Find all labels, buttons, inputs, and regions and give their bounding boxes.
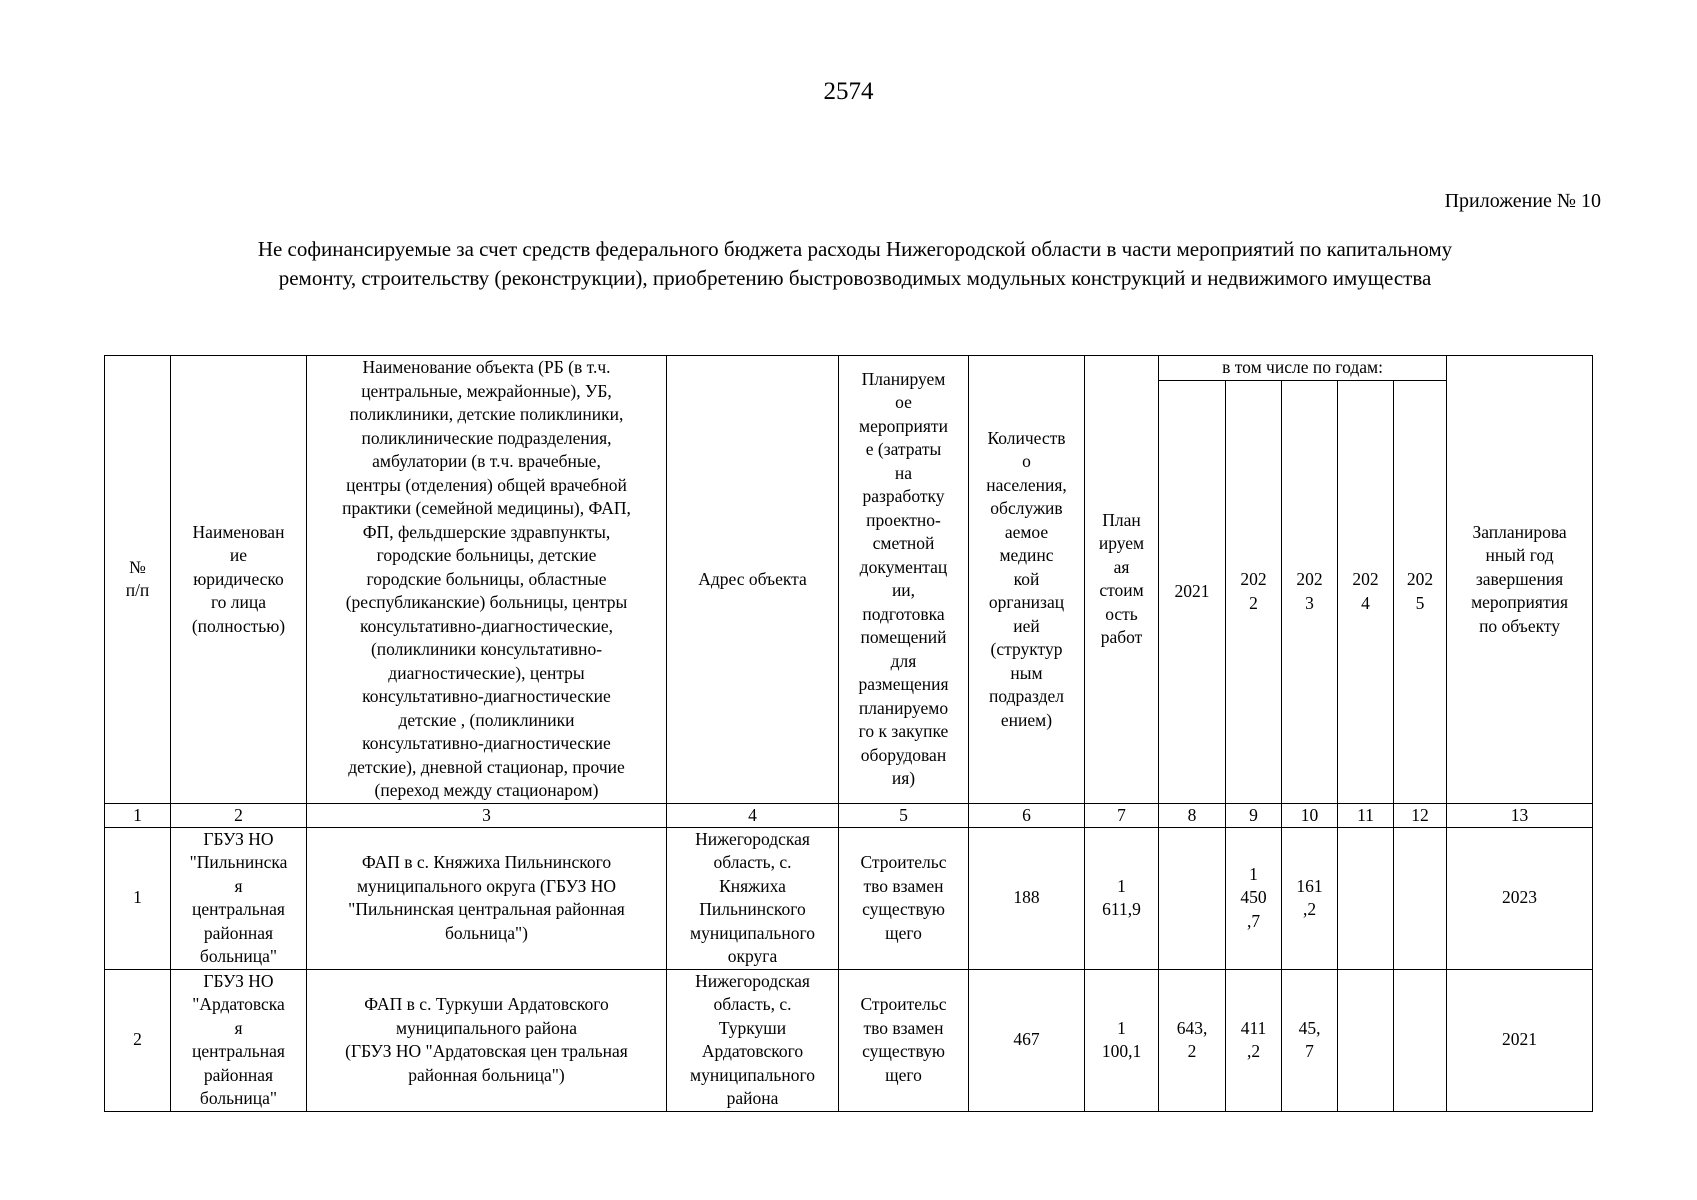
column-number: 3 <box>307 803 667 827</box>
cell-legal-entity: ГБУЗ НО "Ардатовска я центральная районная больница" <box>171 969 307 1111</box>
column-number: 4 <box>667 803 839 827</box>
cell-year-2024 <box>1338 827 1394 969</box>
cell-year-2025 <box>1394 827 1447 969</box>
header-population: Количеств о населения, обслужив аемое мединс кой организац ией (структур ным подраздел ением) <box>969 356 1085 804</box>
cell-year-2024 <box>1338 969 1394 1111</box>
table-row <box>105 969 1593 1111</box>
header-planned-event: Планируем ое мероприяти е (затраты на разработку проектно- сметной документац ии, подготовка помещений для размещения планируемо го к закупке оборудован ия) <box>839 356 969 804</box>
header-years-group: в том числе по годам: <box>1159 356 1447 381</box>
column-number: 10 <box>1282 803 1338 827</box>
cell-year-2022: 1 450 ,7 <box>1226 827 1282 969</box>
expenses-table <box>104 355 1593 1112</box>
column-number: 9 <box>1226 803 1282 827</box>
header-completion-year: Запланирова нный год завершения мероприятия по объекту <box>1447 356 1593 804</box>
header-legal-entity: Наименован ие юридическо го лица (полностью) <box>171 356 307 804</box>
cell-legal-entity: ГБУЗ НО "Пильнинска я центральная районная больница" <box>171 827 307 969</box>
header-num: № п/п <box>105 356 171 804</box>
cell-year-2023: 45, 7 <box>1282 969 1338 1111</box>
cell-population: 188 <box>969 827 1085 969</box>
table-row <box>105 827 1593 969</box>
header-year-2021: 2021 <box>1159 381 1226 803</box>
cell-planned-cost: 1 611,9 <box>1085 827 1159 969</box>
column-number: 7 <box>1085 803 1159 827</box>
header-year-2025: 202 5 <box>1394 381 1447 803</box>
cell-planned-event: Строительс тво взамен существую щего <box>839 827 969 969</box>
cell-num: 2 <box>105 969 171 1111</box>
cell-num: 1 <box>105 827 171 969</box>
cell-planned-cost: 1 100,1 <box>1085 969 1159 1111</box>
header-year-2022: 202 2 <box>1226 381 1282 803</box>
column-number: 11 <box>1338 803 1394 827</box>
header-year-2024: 202 4 <box>1338 381 1394 803</box>
cell-object-name: ФАП в с. Туркуши Ардатовского муниципального района (ГБУЗ НО "Ардатовская цен тральная районная больница") <box>307 969 667 1111</box>
column-number: 6 <box>969 803 1085 827</box>
column-number: 13 <box>1447 803 1593 827</box>
column-number: 1 <box>105 803 171 827</box>
cell-object-name: ФАП в с. Княжиха Пильнинского муниципального округа (ГБУЗ НО "Пильнинская центральная районная больница") <box>307 827 667 969</box>
cell-address: Нижегородская область, с. Туркуши Ардатовского муниципального района <box>667 969 839 1111</box>
cell-year-2023: 161 ,2 <box>1282 827 1338 969</box>
appendix-label: Приложение № 10 <box>1444 190 1601 212</box>
cell-year-2025 <box>1394 969 1447 1111</box>
column-numbers-row <box>105 803 1593 827</box>
cell-year-2021 <box>1159 827 1226 969</box>
column-number: 12 <box>1394 803 1447 827</box>
column-number: 2 <box>171 803 307 827</box>
header-row <box>105 356 1593 381</box>
cell-address: Нижегородская область, с. Княжиха Пильнинского муниципального округа <box>667 827 839 969</box>
cell-year-2021: 643, 2 <box>1159 969 1226 1111</box>
header-planned-cost: План ируем ая стоим ость работ <box>1085 356 1159 804</box>
header-year-2023: 202 3 <box>1282 381 1338 803</box>
cell-planned-event: Строительс тво взамен существую щего <box>839 969 969 1111</box>
cell-population: 467 <box>969 969 1085 1111</box>
cell-completion-year: 2021 <box>1447 969 1593 1111</box>
cell-completion-year: 2023 <box>1447 827 1593 969</box>
column-number: 8 <box>1159 803 1226 827</box>
column-number: 5 <box>839 803 969 827</box>
page-number: 2574 <box>823 78 874 105</box>
header-address: Адрес объекта <box>667 356 839 804</box>
header-object-name: Наименование объекта (РБ (в т.ч. центральные, межрайонные), УБ, поликлиники, детские поликлиники, поликлинические подразделения, амбулатории (в т.ч. врачебные, центры (отделения) общей врачебной практики (семейной медицины), ФАП, ФП, фельдшерские здравпункты, городские больницы, детские городские больницы, областные (республиканские) больницы, центры консультативно-диагностические, (поликлиники консультативно- диагностические), центры консультативно-диагностические детские , (поликлиники консультативно-диагностические детские), дневной стационар, прочие (переход между стационаром) <box>307 356 667 804</box>
cell-year-2022: 411 ,2 <box>1226 969 1282 1111</box>
document-title: Не софинансируемые за счет средств федерального бюджета расходы Нижегородской области в части мероприятий по капитальному ремонту, строительству (реконструкции), приобретению быстровозводимых модульных конструкций и недвижимого имущества <box>257 237 1453 290</box>
